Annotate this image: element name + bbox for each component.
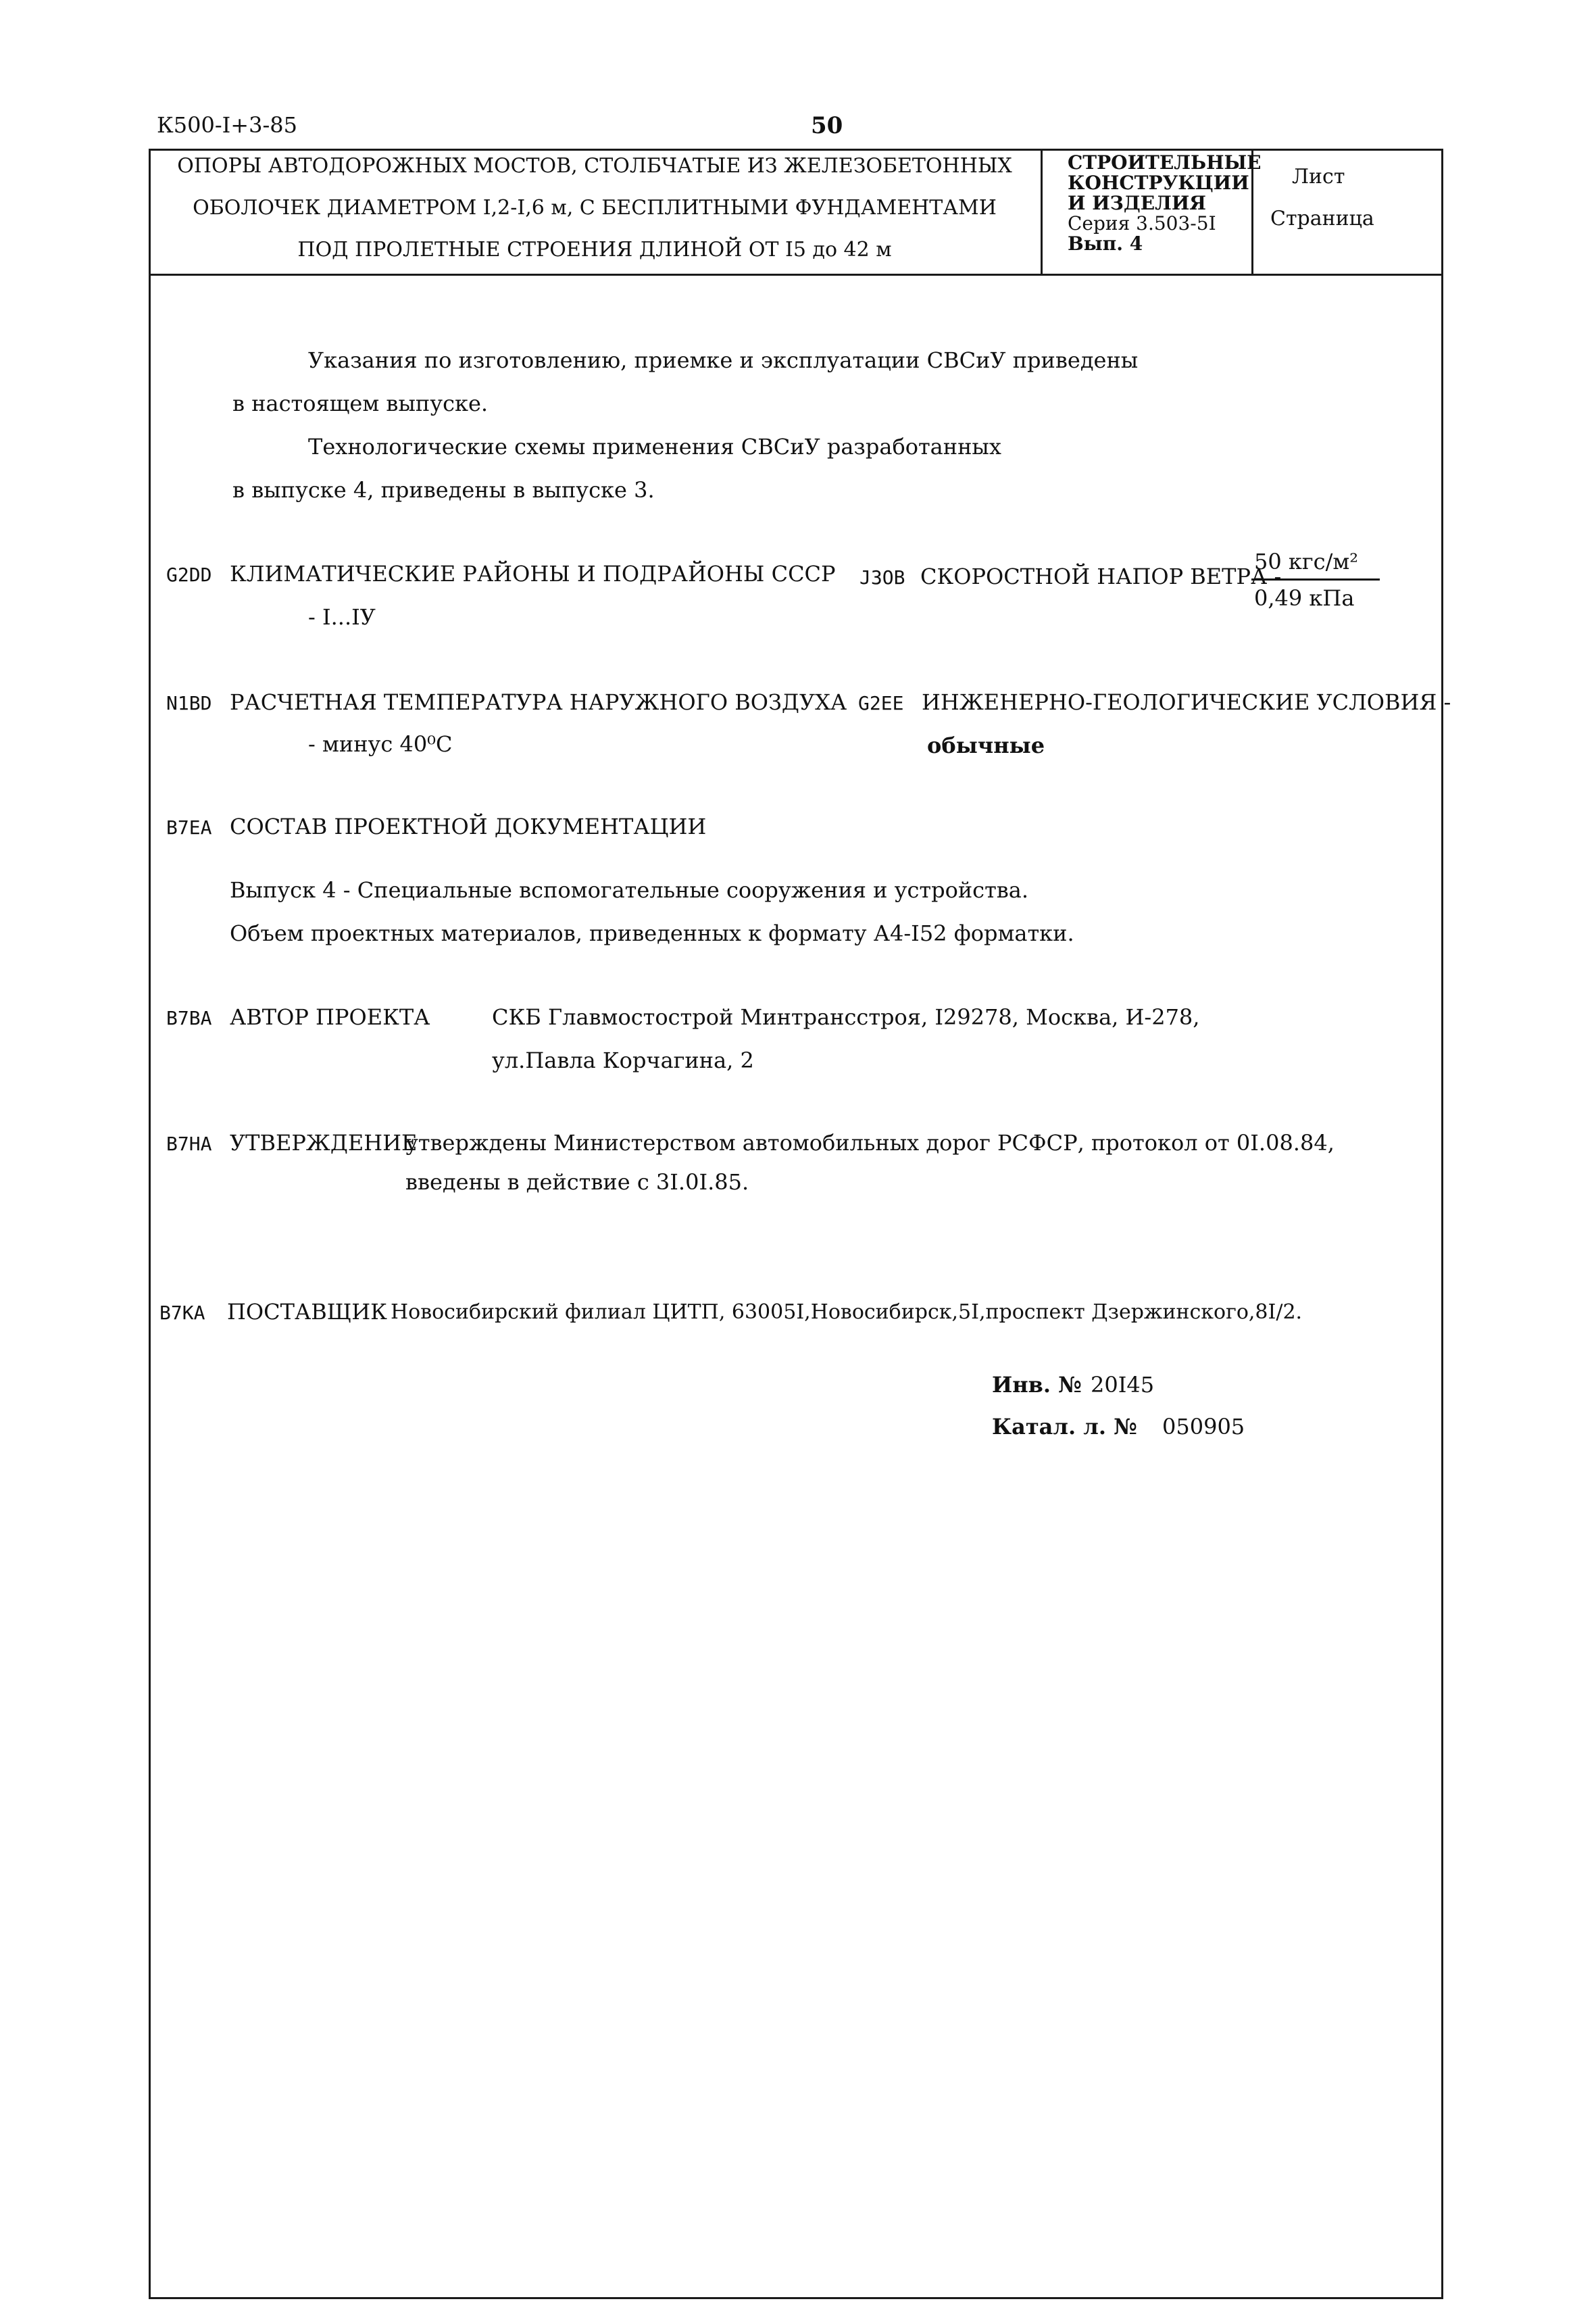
approval-code: B7HA [166, 1133, 212, 1155]
composition-code: B7EA [166, 816, 212, 839]
wind-title: СКОРОСТНОЙ НАПОР ВЕТРА - [920, 564, 1282, 589]
author-line-1: СКБ Главмостострой Минтрансстроя, I29278, Москва, И-278, [492, 1004, 1200, 1030]
header-column-divider [1041, 149, 1043, 275]
catalog-label: Катал. л. № [992, 1414, 1137, 1439]
composition-title: СОСТАВ ПРОЕКТНОЙ ДОКУМЕНТАЦИИ [230, 814, 707, 839]
category-line-3: И ИЗДЕЛИЯ [1068, 192, 1206, 214]
climate-title: КЛИМАТИЧЕСКИЕ РАЙОНЫ И ПОДРАЙОНЫ СССР [230, 561, 836, 587]
supplier-value: Новосибирский филиал ЦИТП, 63005I,Новосибирск,5I,проспект Дзержинского,8I/2. [391, 1300, 1303, 1324]
inventory-label: Инв. № [992, 1372, 1082, 1398]
temperature-title: РАСЧЕТНАЯ ТЕМПЕРАТУРА НАРУЖНОГО ВОЗДУХА [230, 689, 847, 715]
author-line-2: ул.Павла Корчагина, 2 [492, 1048, 754, 1073]
header-divider [149, 274, 1443, 276]
page-label: Страница [1270, 207, 1374, 230]
series-label: Серия 3.503-5I [1068, 212, 1216, 235]
wind-code: J3OB [859, 566, 905, 589]
climate-value: - I...IУ [308, 604, 376, 630]
approval-line-2: введены в действие с 3I.0I.85. [405, 1169, 749, 1195]
approval-line-1: утверждены Министерством автомобильных дорог РСФСР, протокол от 0I.08.84, [405, 1130, 1335, 1156]
fraction-line [1251, 578, 1380, 581]
wind-numerator: 50 кгс/м² [1254, 549, 1359, 574]
author-title: АВТОР ПРОЕКТА [230, 1004, 430, 1030]
climate-code: G2DD [166, 564, 212, 586]
supplier-code: B7KA [159, 1302, 205, 1324]
title-line-1: ОПОРЫ АВТОДОРОЖНЫХ МОСТОВ, СТОЛБЧАТЫЕ ИЗ ЖЕЛЕЗОБЕТОННЫХ [177, 154, 1012, 178]
category-line-2: КОНСТРУКЦИИ [1068, 172, 1249, 194]
geology-title: ИНЖЕНЕРНО-ГЕОЛОГИЧЕСКИЕ УСЛОВИЯ - [922, 689, 1451, 715]
category-line-1: СТРОИТЕЛЬНЫЕ [1068, 151, 1262, 174]
intro-line-1: Указания по изготовлению, приемке и эксплуатации СВСиУ приведены [308, 347, 1139, 373]
intro-line-3: Технологические схемы применения СВСиУ разработанных [308, 434, 1001, 460]
author-code: B7BA [166, 1007, 212, 1029]
page-frame [149, 149, 1443, 2299]
page-number: 50 [811, 112, 843, 139]
approval-title: УТВЕРЖДЕНИЕ [230, 1130, 418, 1156]
intro-line-2: в настоящем выпуске. [232, 391, 489, 416]
wind-denominator: 0,49 кПа [1254, 585, 1355, 611]
temperature-code: N1BD [166, 692, 212, 714]
temperature-value: - минус 40⁰С [308, 731, 453, 757]
geology-code: G2EE [858, 692, 904, 714]
inventory-number: 20I45 [1091, 1372, 1155, 1398]
geology-value: обычные [927, 733, 1045, 758]
sheet-label: Лист [1292, 165, 1345, 189]
composition-line-1: Выпуск 4 - Специальные вспомогательные сооружения и устройства. [230, 877, 1029, 903]
composition-line-2: Объем проектных материалов, приведенных к формату А4-I52 форматки. [230, 920, 1074, 946]
title-line-3: ПОД ПРОЛЕТНЫЕ СТРОЕНИЯ ДЛИНОЙ ОТ I5 до 42 м [297, 238, 892, 262]
intro-line-4: в выпуске 4, приведены в выпуске 3. [232, 477, 655, 503]
document-code: К500-I+3-85 [157, 112, 297, 138]
issue-label: Вып. 4 [1068, 232, 1143, 255]
supplier-title: ПОСТАВЩИК [227, 1299, 387, 1325]
title-line-2: ОБОЛОЧЕК ДИАМЕТРОМ I,2-I,6 м, С БЕСПЛИТНЫМИ ФУНДАМЕНТАМИ [193, 196, 997, 220]
catalog-number: 050905 [1162, 1414, 1245, 1439]
